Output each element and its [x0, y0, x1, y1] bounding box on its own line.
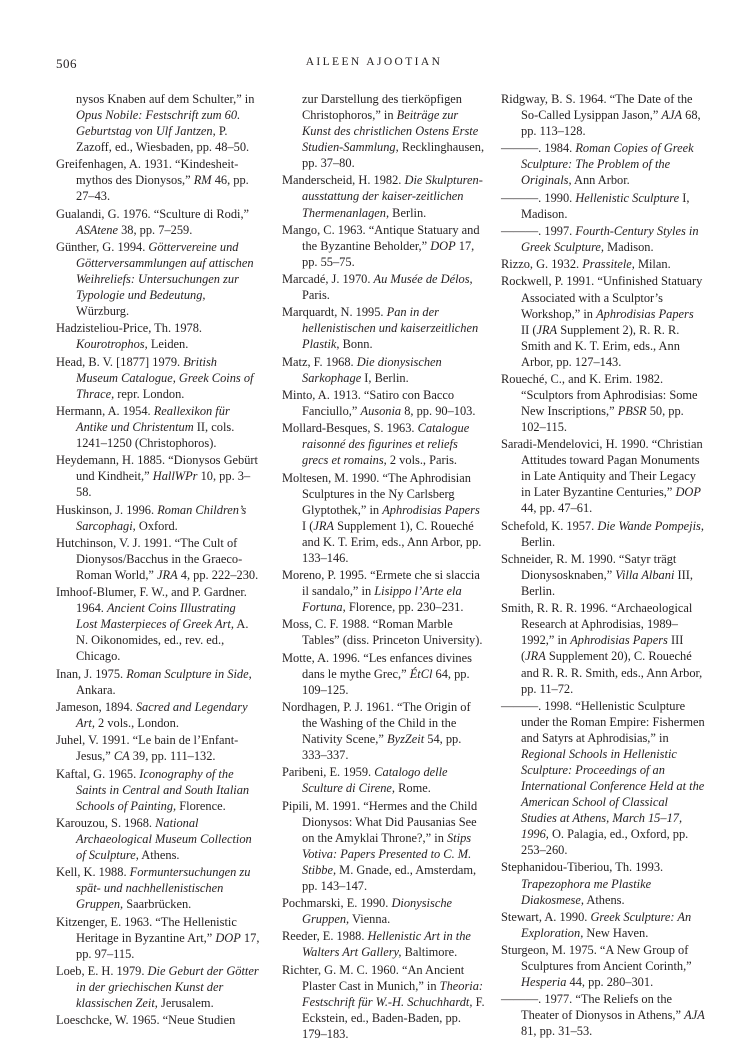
- bibliography-entry: Pochmarski, E. 1990. Dionysische Gruppen, Vienna.: [282, 896, 453, 927]
- bibliography-column-3: [501, 91, 705, 1041]
- bibliography-entry: Kell, K. 1988. Formuntersuchungen zu spät- und nachhellenistischen Gruppen, Saarbrücken.: [56, 865, 251, 912]
- bibliography-entry: Imhoof-Blumer, F. W., and P. Gardner. 1964. Ancient Coins Illustrating Lost Masterpieces of Greek Art, A. N. Oikonomides, ed., rev. ed., Chicago.: [56, 585, 249, 664]
- bibliography-entry: Head, B. V. [1877] 1979. British Museum Catalogue, Greek Coins of Thrace, repr. London.: [56, 354, 254, 401]
- bibliography-entry: Pipili, M. 1991. “Hermes and the Child Dionysos: What Did Pausanias See on the Amyklai Throne?,” in Stips Votiva: Papers Presented to C. M. Stibbe, M. Gnade, ed., Amsterdam, pp. 143–147.: [282, 798, 478, 893]
- bibliography-entry: Schefold, K. 1957. Die Wande Pompejis, Berlin.: [501, 518, 704, 549]
- bibliography-entry: ———. 1998. “Hellenistic Sculpture under the Roman Empire: Fishermen and Satyrs at Aphrodisias,” in Regional Schools in Hellenistic Sculpture: Proceedings of an International Conference Held at the American School of Classical Studies at Athens, March 15–17, 1996, O. Palagia, ed., Oxford, pp. 253–260.: [501, 698, 705, 858]
- bibliography-entry: Karouzou, S. 1968. National Archaeological Museum Collection of Sculpture, Athens.: [56, 815, 252, 862]
- bibliography-entry: Hadzisteliou-Price, Th. 1978. Kourotrophos, Leiden.: [56, 321, 203, 352]
- bibliography-entry: Reeder, E. 1988. Hellenistic Art in the Walters Art Gallery, Baltimore.: [282, 929, 471, 960]
- bibliography-entry: ———. 1997. Fourth-Century Styles in Greek Sculpture, Madison.: [501, 223, 699, 254]
- bibliography-entry: Jameson, 1894. Sacred and Legendary Art, 2 vols., London.: [56, 699, 248, 731]
- bibliography-entry: Huskinson, J. 1996. Roman Children’s Sarcophagi, Oxford.: [56, 502, 247, 533]
- bibliography-entry: Stewart, A. 1990. Greek Sculpture: An Exploration, New Haven.: [501, 909, 692, 940]
- bibliography-entry: ———. 1984. Roman Copies of Greek Sculpture: The Problem of the Originals, Ann Arbor.: [501, 141, 694, 188]
- bibliography-entry: zur Darstellung des tierköpfigen Christophoros,” in Beiträge zur Kunst des christlichen Ostens Erste Studien-Sammlung, Recklinghausen, pp. 37–80.: [302, 92, 485, 171]
- bibliography-entry: Moltesen, M. 1990. “The Aphrodisian Sculptures in the Ny Carlsberg Glyptothek,” in Aphrodisias Papers I (JRA Supplement 1), C. Roueché and K. T. Erim, eds., Ann Arbor, pp. 133–146.: [282, 470, 482, 565]
- bibliography-entry: Marcadé, J. 1970. Au Musée de Délos, Paris.: [282, 272, 473, 303]
- bibliography-entry: Gualandi, G. 1976. “Sculture di Rodi,” ASAtene 38, pp. 7–259.: [56, 206, 250, 237]
- bibliography-entry: Loeschcke, W. 1965. “Neue Studien: [56, 1013, 236, 1028]
- bibliography-entry: Roueché, C., and K. Erim. 1982. “Sculptors from Aphrodisias: Some New Inscriptions,” PBSR 50, pp. 102–115.: [501, 371, 698, 435]
- page-number: 506: [56, 56, 77, 71]
- bibliography-entry: Sturgeon, M. 1975. “A New Group of Sculptures from Ancient Corinth,” Hesperia 44, pp. 280–301.: [501, 943, 692, 990]
- bibliography-entry: Juhel, V. 1991. “Le bain de l’Enfant-Jesus,” CA 39, pp. 111–132.: [56, 733, 239, 764]
- bibliography-entry: Loeb, E. H. 1979. Die Geburt der Götter in der griechischen Kunst der klassischen Zeit, Jerusalem.: [56, 963, 259, 1010]
- bibliography-entry: nysos Knaben auf dem Schulter,” in Opus Nobile: Festschrift zum 60. Geburtstag von Ulf Jantzen, P. Zazoff, ed., Wiesbaden, pp. 48–50.: [76, 92, 255, 155]
- bibliography-entry: Greifenhagen, A. 1931. “Kindesheit-mythos des Dionysos,” RM 46, pp. 27–43.: [56, 157, 249, 204]
- bibliography-entry: Kaftal, G. 1965. Iconography of the Saints in Central and South Italian Schools of Painting, Florence.: [56, 766, 250, 813]
- bibliography-entry: Stephanidou-Tiberiou, Th. 1993. Trapezophora me Plastike Diakosmese, Athens.: [501, 860, 664, 907]
- bibliography-entry: Mango, C. 1963. “Antique Statuary and the Byzantine Beholder,” DOP 17, pp. 55–75.: [282, 222, 480, 269]
- bibliography-entry: Rockwell, P. 1991. “Unfinished Statuary Associated with a Sculptor’s Workshop,” in Aphrodisias Papers II (JRA Supplement 2), R. R. R. Smith and K. T. Erim, eds., Ann Arbor, pp. 127–143.: [501, 274, 703, 369]
- bibliography-entry: Manderscheid, H. 1982. Die Skulpturen-ausstattung der kaiser-zeitlichen Thermenanlagen, Berlin.: [282, 173, 483, 220]
- bibliography-entry: Minto, A. 1913. “Satiro con Bacco Fanciullo,” Ausonia 8, pp. 90–103.: [282, 387, 476, 419]
- bibliography-column-1: [56, 91, 260, 1029]
- bibliography-entry: Motte, A. 1996. “Les enfances divines dans le mythe Grec,” ÉtCl 64, pp. 109–125.: [282, 650, 472, 697]
- bibliography-entry: Smith, R. R. R. 1996. “Archaeological Research at Aphrodisias, 1989–1992,” in Aphrodisias Papers III (JRA Supplement 20), C. Roueché and R. R. R. Smith, eds., Ann Arbor, pp. 11–72.: [501, 601, 703, 696]
- bibliography-entry: Richter, G. M. C. 1960. “An Ancient Plaster Cast in Munich,” in Theoria: Festschrift für W.-H. Schuchhardt, F. Eckstein, ed., Baden-Baden, pp. 179–183.: [282, 962, 485, 1041]
- bibliography-entry: Schneider, R. M. 1990. “Satyr trägt Dionysosknaben,” Villa Albani III, Berlin.: [501, 552, 693, 599]
- bibliography-entry: Paribeni, E. 1959. Catalogo delle Sculture di Cirene, Rome.: [282, 765, 448, 796]
- bibliography-entry: Günther, G. 1994. Göttervereine und Götterversammlungen auf attischen Weihreliefs: Untersuchungen zur Typologie und Bedeutung, Würzburg.: [56, 239, 254, 319]
- running-head: AILEEN AJOOTIAN: [305, 56, 443, 68]
- bibliography-entry: Matz, F. 1968. Die dionysischen Sarkophage I, Berlin.: [282, 354, 442, 385]
- bibliography-entry: Rizzo, G. 1932. Prassitele, Milan.: [501, 257, 671, 272]
- bibliography-entry: Kitzenger, E. 1963. “The Hellenistic Heritage in Byzantine Art,” DOP 17, pp. 97–115.: [56, 914, 260, 961]
- bibliography-entry: Moreno, P. 1995. “Ermete che si slaccia il sandalo,” in Lisippo l’Arte ela Fortuna, Florence, pp. 230–231.: [282, 568, 480, 615]
- bibliography-entry: Nordhagen, P. J. 1961. “The Origin of the Washing of the Child in the Nativity Scene,” ByzZeit 54, pp. 333–337.: [282, 699, 471, 763]
- bibliography-entry: Hutchinson, V. J. 1991. “The Cult of Dionysos/Bacchus in the Graeco-Roman World,” JRA 4, pp. 222–230.: [56, 535, 259, 583]
- bibliography-entry: Hermann, A. 1954. Reallexikon für Antike und Christentum II, cols. 1241–1250 (Christophoros).: [56, 404, 235, 451]
- bibliography-entry: Moss, C. F. 1988. “Roman Marble Tables” (diss. Princeton University).: [282, 617, 483, 648]
- bibliography-entry: Heydemann, H. 1885. “Dionysos Gebürt und Kindheit,” HallWPr 10, pp. 3–58.: [56, 453, 259, 500]
- bibliography-entry: Saradi-Mendelovici, H. 1990. “Christian Attitudes toward Pagan Monuments in Late Antiquity and Their Legacy in Later Byzantine Centuries,” DOP 44, pp. 47–61.: [501, 437, 703, 516]
- bibliography-entry: Marquardt, N. 1995. Pan in der hellenistischen und kaiserzeitlichen Plastik, Bonn.: [282, 305, 479, 352]
- bibliography-entry: Mollard-Besques, S. 1963. Catalogue raisonné des figurines et reliefs grecs et romains, 2 vols., Paris.: [282, 421, 470, 468]
- bibliography-column-2: [282, 91, 486, 1043]
- bibliography-entry: Inan, J. 1975. Roman Sculpture in Side, Ankara.: [56, 666, 252, 697]
- bibliography-entry: Ridgway, B. S. 1964. “The Date of the So-Called Lysippan Jason,” AJA 68, pp. 113–128.: [501, 92, 701, 139]
- bibliography-entry: ———. 1990. Hellenistic Sculpture I, Madison.: [501, 190, 690, 221]
- bibliography-entry: ———. 1977. “The Reliefs on the Theater of Dionysos in Athens,” AJA 81, pp. 31–53.: [501, 992, 705, 1039]
